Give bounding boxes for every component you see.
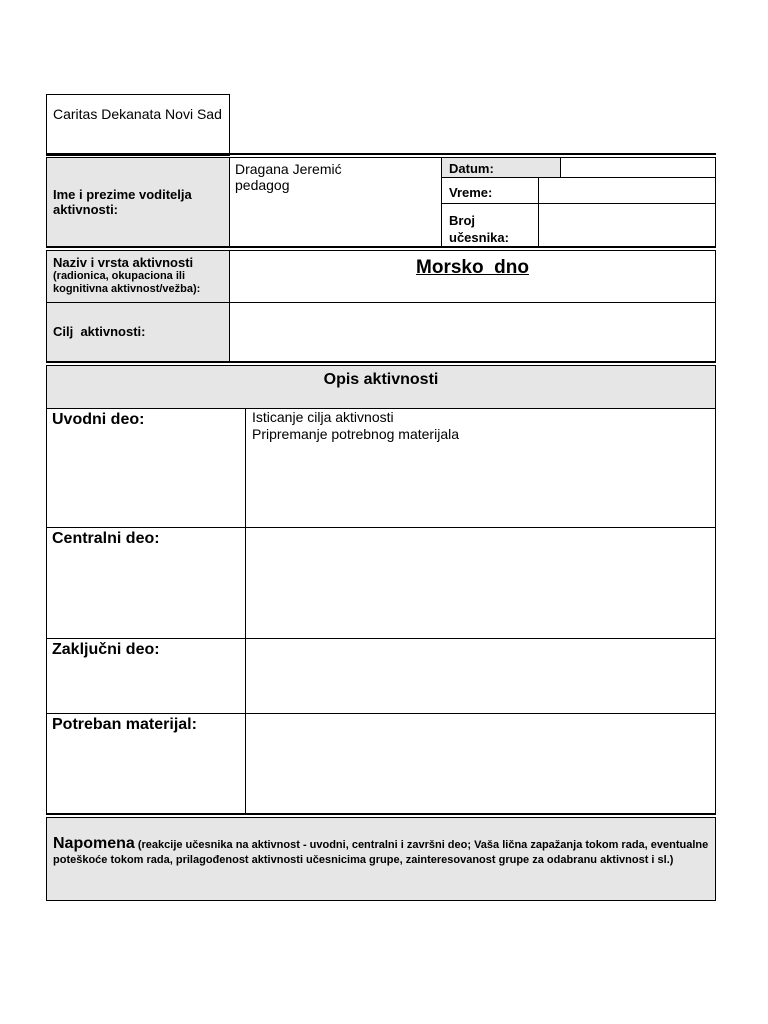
time-label-cell [441,178,539,203]
leader-role: pedagog [235,177,290,193]
leader-label: Ime i prezime voditelja aktivnosti: [53,187,192,217]
leader-label-cell [46,158,230,246]
participants-label-cell [441,204,539,246]
note-title: Napomena [53,835,135,852]
section-intro-content[interactable] [246,409,716,527]
organization-box [46,94,230,156]
note-content [53,836,709,868]
section-intro-line-2: Pripremanje potrebnog materijala [252,426,459,442]
description-header [46,366,716,408]
section-material-content[interactable] [246,714,716,813]
section-material-label: Potreban materijal: [52,716,197,733]
participants-value-cell[interactable] [539,204,716,246]
time-value-cell[interactable] [539,178,716,203]
participants-label: Broj učesnika: [449,213,509,245]
goal-label-cell [46,303,230,361]
section-central-label-cell [46,528,246,638]
section-central-content[interactable] [246,528,716,638]
date-label-cell [441,158,561,177]
activity-title-cell[interactable] [230,251,716,302]
section-material-label-cell [46,714,246,813]
section-closing-label-cell [46,639,246,713]
date-label: Datum: [449,161,494,176]
note-box[interactable] [46,818,716,901]
goal-label: Cilj aktivnosti: [53,324,146,339]
activity-name-label: Naziv i vrsta aktivnosti [53,255,194,270]
date-value-cell[interactable] [561,158,716,177]
activity-title: Morsko dno [416,257,529,278]
note-text: (reakcije učesnika na aktivnost - uvodni, centralni i završni deo; Vaša lična zapažanja tokom rada, eventualne poteškoće tokom rada, prilagođenost aktivnosti učesnicima grupe, zainteresovanost grupe za odabranu aktivnost i sl.) [53,839,709,866]
section-central-label: Centralni deo: [52,530,160,547]
section-closing-label: Zaključni deo: [52,641,160,658]
activity-name-sublabel: (radionica, okupaciona ili kognitivna aktivnost/vežba): [53,270,201,295]
section-intro-label: Uvodni deo: [52,411,145,428]
description-header-text: Opis aktivnosti [323,371,439,388]
organization-name: Caritas Dekanata Novi Sad [53,106,222,122]
time-label: Vreme: [449,185,493,200]
activity-name-label-cell [46,251,230,302]
goal-value-cell[interactable] [230,303,716,361]
section-intro-label-cell [46,409,246,527]
section-intro-line-1: Isticanje cilja aktivnosti [252,409,394,425]
section-closing-content[interactable] [246,639,716,713]
leader-name-cell[interactable] [230,158,441,246]
leader-name: Dragana Jeremić [235,161,342,177]
